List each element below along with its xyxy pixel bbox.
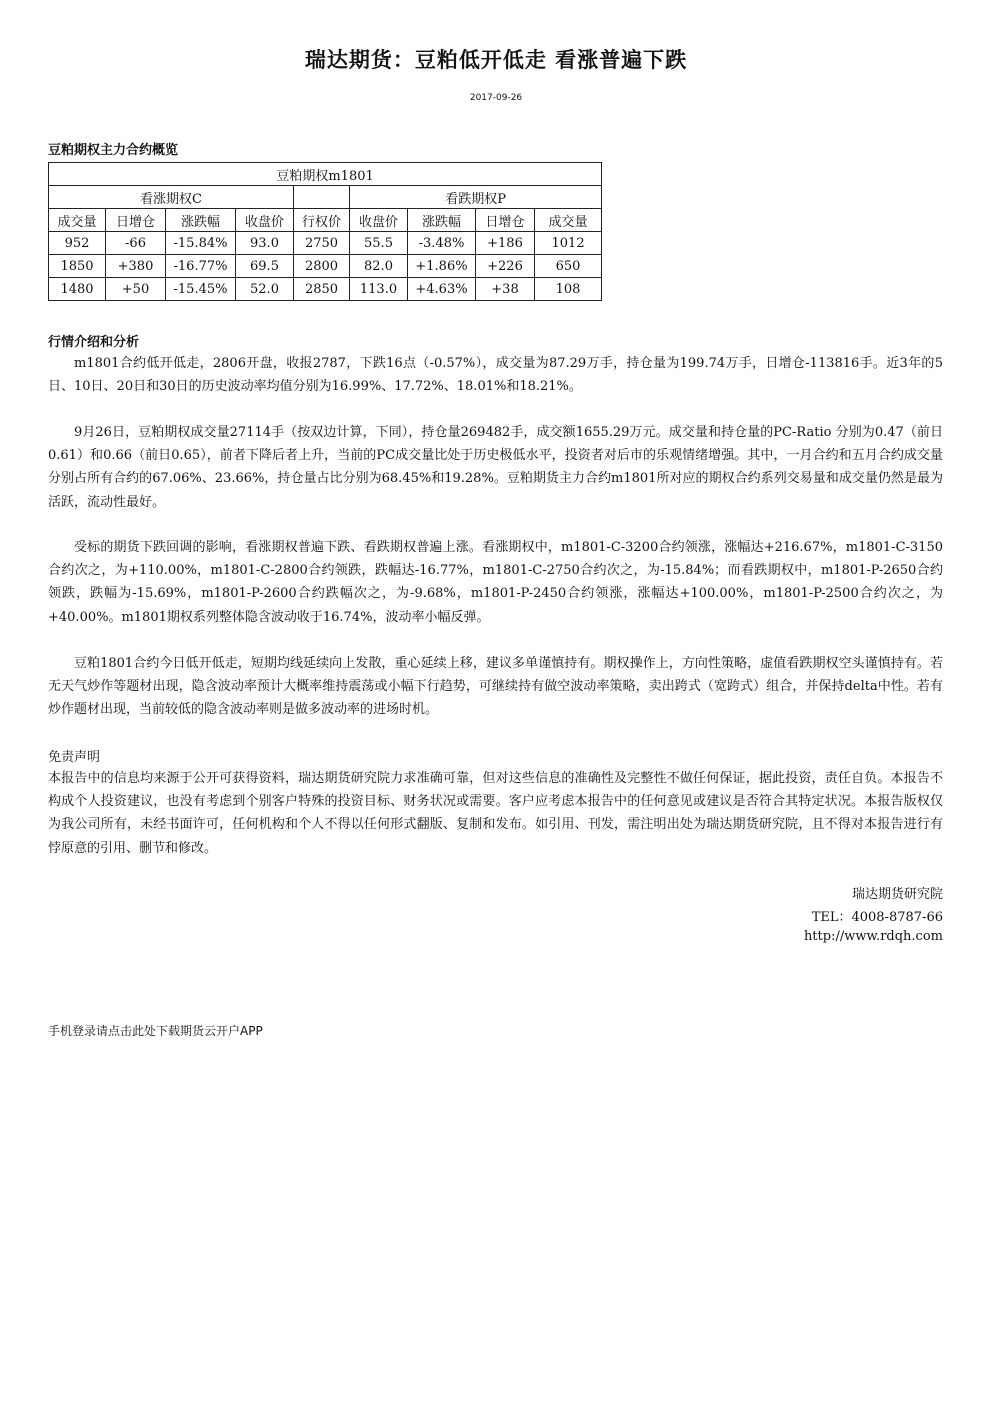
table-cell: 55.5 — [350, 232, 408, 255]
table-cell: 1012 — [535, 232, 602, 255]
table-cell: +38 — [476, 278, 535, 301]
signature-org: 瑞达期货研究院 — [851, 887, 943, 902]
app-download-link[interactable]: 手机登录请点击此处下载期货云开户APP — [48, 1024, 263, 1038]
table-cell: +380 — [106, 255, 166, 278]
table-cell: 93.0 — [236, 232, 294, 255]
analysis-paragraph: 豆粕1801合约今日低开低走，短期均线延续向上发散，重心延续上移，建议多单谨慎持有。期权操作上，方向性策略，虚值看跌期权空头谨慎持有。若无天气炒作等题材出现，隐含波动率预计大概率维持震荡或小幅下行趋势，可继续持有做空波动率策略，卖出跨式（宽跨式）组合，并保持delta中性。若有炒作题材出现，当前较低的隐含波动率则是做多波动率的进场时机。 — [48, 656, 943, 718]
analysis-heading: 行情介绍和分析 — [48, 335, 140, 350]
table-cell: 1850 — [49, 255, 106, 278]
table-row — [49, 278, 602, 301]
page-title: 瑞达期货：豆粕低开低走 看涨普遍下跌 — [304, 48, 688, 72]
table-header-row — [49, 209, 602, 232]
column-header: 成交量 — [49, 209, 106, 232]
table-cell: -15.84% — [166, 232, 236, 255]
table-cell: +226 — [476, 255, 535, 278]
signature-tel: TEL：4008-8787-66 — [811, 910, 943, 925]
report-date: 2017-09-26 — [469, 93, 523, 103]
disclaimer-heading: 免责声明 — [48, 750, 101, 765]
table-row — [49, 232, 602, 255]
table-cell: 952 — [49, 232, 106, 255]
table-cell: +1.86% — [408, 255, 476, 278]
table-cell: +50 — [106, 278, 166, 301]
table-cell: 2750 — [294, 232, 350, 255]
column-header: 行权价 — [294, 209, 350, 232]
table-cell: -3.48% — [408, 232, 476, 255]
table-cell: 69.5 — [236, 255, 294, 278]
table-cell: 650 — [535, 255, 602, 278]
table-cell: 2800 — [294, 255, 350, 278]
column-header: 日增仓 — [106, 209, 166, 232]
table-cell: 108 — [535, 278, 602, 301]
table-cell: -16.77% — [166, 255, 236, 278]
call-options-header: 看涨期权C — [49, 186, 294, 209]
table-cell: 82.0 — [350, 255, 408, 278]
column-header: 涨跌幅 — [166, 209, 236, 232]
table-cell: 2850 — [294, 278, 350, 301]
column-header: 收盘价 — [350, 209, 408, 232]
table-cell: -66 — [106, 232, 166, 255]
put-options-header: 看跌期权P — [350, 186, 602, 209]
table-cell: -15.45% — [166, 278, 236, 301]
table-cell: +4.63% — [408, 278, 476, 301]
table-cell: +186 — [476, 232, 535, 255]
column-header: 成交量 — [535, 209, 602, 232]
analysis-paragraph: 受标的期货下跌回调的影响，看涨期权普遍下跌、看跌期权普遍上涨。看涨期权中，m1801-C-3200合约领涨，涨幅达+216.67%，m1801-C-3150合约次之，为+110.00%，m1801-C-2800合约领跌，跌幅达-16.77%，m1801-C-2750合约次之，为-15.84%；而看跌期权中，m1801-P-2650合约领跌，跌幅为-15.69%，m1801-P-2600合约跌幅次之，为-9.68%，m1801-P-2450合约领涨，涨幅达+100.00%，m1801-P-2500合约次之，为+40.00%。m1801期权系列整体隐含波动收于16.74%，波动率小幅反弹。 — [48, 540, 943, 625]
column-header: 收盘价 — [236, 209, 294, 232]
table-cell: 113.0 — [350, 278, 408, 301]
column-header: 涨跌幅 — [408, 209, 476, 232]
table-row — [49, 255, 602, 278]
table-title: 豆粕期权m1801 — [49, 163, 602, 186]
disclaimer-text: 本报告中的信息均来源于公开可获得资料，瑞达期货研究院力求准确可靠，但对这些信息的准确性及完整性不做任何保证，据此投资，责任自负。本报告不构成个人投资建议，也没有考虑到个别客户特殊的投资目标、财务状况或需要。客户应考虑本报告中的任何意见或建议是否符合其特定状况。本报告版权仅为我公司所有，未经书面许可，任何机构和个人不得以任何形式翻版、复制和发布。如引用、刊发，需注明出处为瑞达期货研究院，且不得对本报告进行有悖原意的引用、删节和修改。 — [48, 771, 943, 856]
overview-heading: 豆粕期权主力合约概览 — [48, 143, 179, 158]
signature-url[interactable]: http://www.rdqh.com — [803, 929, 943, 944]
table-cell: 1480 — [49, 278, 106, 301]
table-cell: 52.0 — [236, 278, 294, 301]
column-header: 日增仓 — [476, 209, 535, 232]
analysis-paragraph: 9月26日，豆粕期权成交量27114手（按双边计算，下同），持仓量269482手，成交额1655.29万元。成交量和持仓量的PC-Ratio 分别为0.47（前日0.61）和0.66（前日0.65），前者下降后者上升，当前的PC成交量比处于历史极低水平，投资者对后市的乐观情绪增强。其中，一月合约和五月合约成交量分别占所有合约的67.06%、23.66%，持仓量占比分别为68.45%和19.28%。豆粕期货主力合约m1801所对应的期权合约系列交易量和成交量仍然是最为活跃，流动性最好。 — [48, 425, 943, 510]
options-overview-table — [48, 162, 602, 301]
analysis-paragraph: m1801合约低开低走，2806开盘，收报2787，下跌16点（-0.57%），成交量为87.29万手，持仓量为199.74万手，日增仓-113816手。近3年的5日、10日、20日和30日的历史波动率均值分别为16.99%、17.72%、18.01%和18.21%。 — [48, 356, 943, 395]
